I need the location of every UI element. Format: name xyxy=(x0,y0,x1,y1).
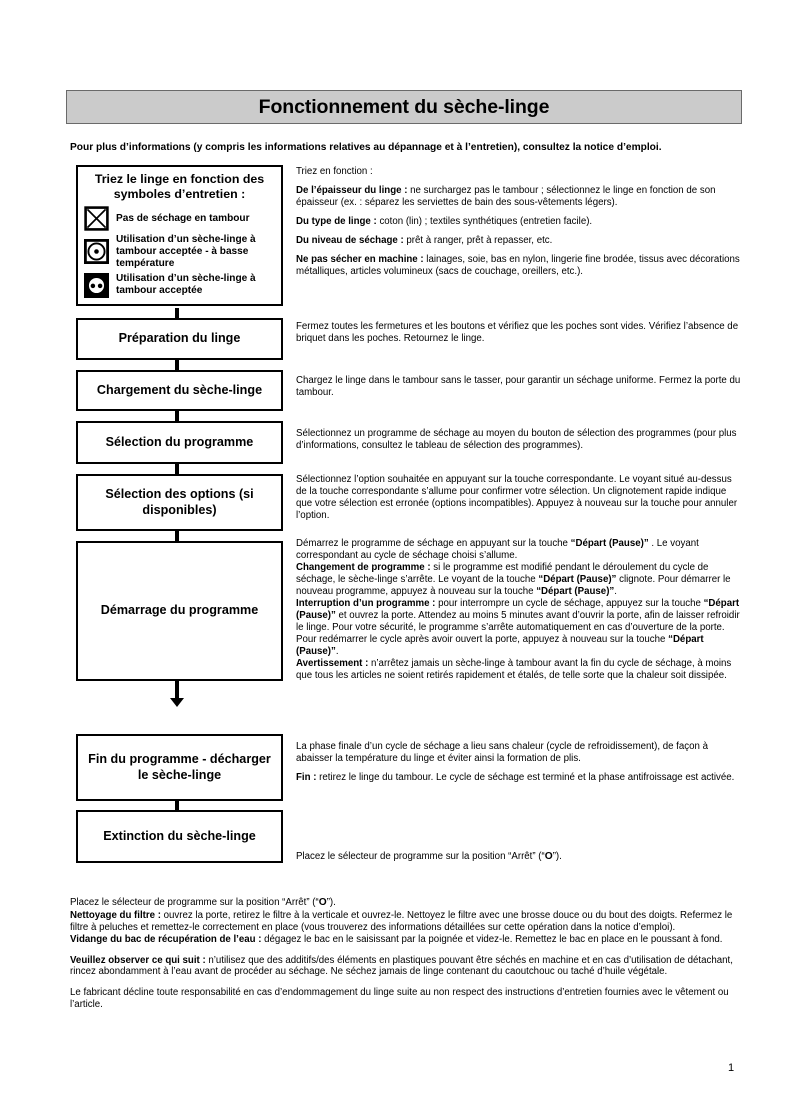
start-pause-key: “Départ (Pause)” xyxy=(536,585,615,597)
start-pause-key: “Départ (Pause)” xyxy=(538,573,617,585)
water-tank-lead: Vidange du bac de récupération de l’eau : xyxy=(70,933,262,945)
end-lead: Fin : xyxy=(296,771,317,783)
observe-note: Veuillez observer ce qui suit : n’utilisez que des additifs/des éléments en plastiques pouvant être séchés en machine et en cas d’utilisation de détachant, rincez abondamment à l’eau avant de procéder au séchage. Ne séchez jamais de linge contenant du caoutchouc ou taché d’huile végétale. xyxy=(70,954,733,978)
flow-box-program-end xyxy=(76,734,283,801)
bottom-notes xyxy=(70,897,742,1011)
no-tumble-dry-icon xyxy=(84,206,109,231)
flow-box-options-selection xyxy=(76,474,283,531)
right-text-sorting xyxy=(296,166,744,278)
flow-box-sorting xyxy=(76,165,283,306)
page-title: Fonctionnement du sèche-linge xyxy=(258,95,550,118)
sort-intro: Triez en fonction : xyxy=(296,166,373,177)
flow-box-start-program xyxy=(76,541,283,681)
disclaimer: Le fabricant décline toute responsabilité en cas d’endommagement du linge suite au non respect des instructions d’entretien fournies avec le vêtement ou l’article. xyxy=(70,987,729,1011)
flow-box-label: Sélection du programme xyxy=(105,434,254,449)
page-title-banner xyxy=(66,90,742,124)
sort-item-body: lainages, soie, bas en nylon, lingerie fine brodée, tissus avec décorations métalliques, articles volumineux (sacs de couchage, oreillers, etc.). xyxy=(296,253,740,277)
right-text-loading: Chargez le linge dans le tambour sans le tasser, pour garantir un séchage uniforme. Fermez la porte du tambour. xyxy=(296,375,741,398)
change-program-lead: Changement de programme : xyxy=(296,561,431,573)
off-position-glyph: O xyxy=(318,897,327,908)
care-symbol-row xyxy=(84,206,275,231)
flow-box-label: Démarrage du programme xyxy=(100,603,259,618)
tumble-dry-low-heat-icon xyxy=(84,239,109,264)
sort-item-lead: De l’épaisseur du linge : xyxy=(296,184,408,196)
flow-box-program-selection xyxy=(76,421,283,464)
sort-item xyxy=(296,216,744,228)
flow-box-preparation xyxy=(76,318,283,360)
care-symbol-label: Utilisation d’un sèche-linge à tambour acceptée - à basse température xyxy=(116,234,256,269)
flow-box-switch-off xyxy=(76,810,283,863)
page-number: 1 xyxy=(728,1062,735,1074)
sort-item-body: prêt à ranger, prêt à repasser, etc. xyxy=(403,234,553,246)
warning-lead: Avertissement : xyxy=(296,657,369,669)
sort-item xyxy=(296,185,744,209)
right-text-switch-off: Placez le sélecteur de programme sur la position “Arrêt” (“O”). xyxy=(296,851,562,862)
flow-box-label: Extinction du sèche-linge xyxy=(103,828,256,843)
care-symbol-label: Pas de séchage en tambour xyxy=(116,212,250,224)
care-symbol-label: Utilisation d’un sèche-linge à tambour acceptée xyxy=(116,273,256,297)
right-text-preparation: Fermez toutes les fermetures et les boutons et vérifiez que les poches sont vides. Vérifiez l’absence de briquet dans les poches. Retournez le linge. xyxy=(296,321,739,344)
tumble-dry-normal-icon xyxy=(84,273,109,298)
water-tank: Vidange du bac de récupération de l’eau : dégagez le bac en le saisissant par la poignée et videz-le. Remettez le bac en place en le poussant à fond. xyxy=(70,933,723,945)
sorting-box-title: Triez le linge en fonction des symboles d’entretien : xyxy=(94,172,265,202)
flow-box-label: Préparation du linge xyxy=(118,331,241,346)
sort-item-lead: Ne pas sécher en machine : xyxy=(296,253,424,265)
filter-cleaning: Nettoyage du filtre : ouvrez la porte, retirez le filtre à la verticale et ouvrez-le. Nettoyez le filtre avec une brosse douce ou du bout des doigts. Refermez le filtre à peluches et remettez-le correctement en place (vous trouverez des informations détaillées sur cette opération dans la notice d’emploi). xyxy=(70,909,733,933)
care-symbol-row xyxy=(84,273,275,298)
end-text: Fin : retirez le linge du tambour. Le cycle de séchage est terminé et la phase antifroissage est activée. xyxy=(296,771,735,783)
flow-box-loading xyxy=(76,370,283,411)
warning: Avertissement : n’arrêtez jamais un sèche-linge à tambour avant la fin du cycle de séchage, à moins que tous les articles ne soient retirés rapidement et étalés, de telle sorte que la chaleur soit dissipée. xyxy=(296,657,732,681)
off-position-glyph: O xyxy=(544,851,553,862)
start-intro: Démarrez le programme de séchage en appuyant sur la touche “Départ (Pause)” . Le voyant correspondant au cycle de séchage choisi s’allume. xyxy=(296,538,699,561)
end-phase-text: La phase finale d’un cycle de séchage a lieu sans chaleur (cycle de refroidissement), de façon à abaisser la température du linge et éviter ainsi la formation de plis. xyxy=(296,741,708,764)
flow-box-label: Fin du programme - décharger le sèche-linge xyxy=(88,752,271,782)
care-symbol-row xyxy=(84,234,275,269)
bottom-switch-off: Placez le sélecteur de programme sur la position “Arrêt” (“O”). xyxy=(70,897,336,908)
flow-arrow xyxy=(175,681,179,699)
page-subtitle: Pour plus d’informations (y compris les informations relatives au dépannage et à l’entretien), consultez la notice d’emploi. xyxy=(70,142,662,153)
interrupt-program: Interruption d’un programme : pour interrompre un cycle de séchage, appuyez sur la touche “Départ (Pause)” et ouvrez la porte. Attendez au moins 5 minutes avant d’ouvrir la porte, afin de laisser refroidir le linge. Pour votre sécurité, le programme s’arrête automatiquement en cas d’ouverture de la porte. Pour redémarrer le cycle après avoir ouvert la porte, appuyez à nouveau sur la touche “Départ (Pause)”. xyxy=(296,597,740,657)
right-text-program-selection: Sélectionnez un programme de séchage au moyen du bouton de sélection des programmes (pour plus d’informations, consultez le tableau de sélection des programmes). xyxy=(296,428,737,451)
observe-note-lead: Veuillez observer ce qui suit : xyxy=(70,954,206,966)
start-pause-key: “Départ (Pause)” xyxy=(570,538,649,549)
right-text-start-program xyxy=(296,538,744,682)
flow-box-label: Chargement du sèche-linge xyxy=(96,382,263,397)
sort-item-lead: Du type de linge : xyxy=(296,215,377,227)
sort-item-body: coton (lin) ; textiles synthétiques (entretien facile). xyxy=(376,215,593,227)
interrupt-program-lead: Interruption d’un programme : xyxy=(296,597,436,609)
right-text-end-phase xyxy=(296,741,744,784)
sort-item xyxy=(296,254,744,278)
sort-item xyxy=(296,235,744,247)
flow-box-label: Sélection des options (si disponibles) xyxy=(105,487,254,517)
right-text-options-selection: Sélectionnez l’option souhaitée en appuyant sur la touche correspondante. Le voyant situé au-dessus de la touche correspondante s’allume pour confirmer votre sélection. Un clignotement rapide indique que votre sélection est erronée (options incompatibles). Appuyez à nouveau sur la touche pour annuler l’option. xyxy=(296,474,738,521)
sort-item-body: ne surchargez pas le tambour ; sélectionnez le linge en fonction de son épaisseur (ex. : séparez les serviettes de bain des sous-vêtements légers). xyxy=(296,184,716,208)
start-pause-key: “Départ (Pause)” xyxy=(296,597,740,621)
start-pause-key: “Départ (Pause)” xyxy=(296,633,704,657)
filter-cleaning-lead: Nettoyage du filtre : xyxy=(70,909,161,921)
change-program: Changement de programme : si le programme est modifié pendant le déroulement du cycle de séchage, le sèche-linge s’arrête. Le voyant de la touche “Départ (Pause)” clignote. Pour démarrer le nouveau programme, appuyez à nouveau sur la touche “Départ (Pause)”. xyxy=(296,561,731,597)
sort-item-lead: Du niveau de séchage : xyxy=(296,234,404,246)
